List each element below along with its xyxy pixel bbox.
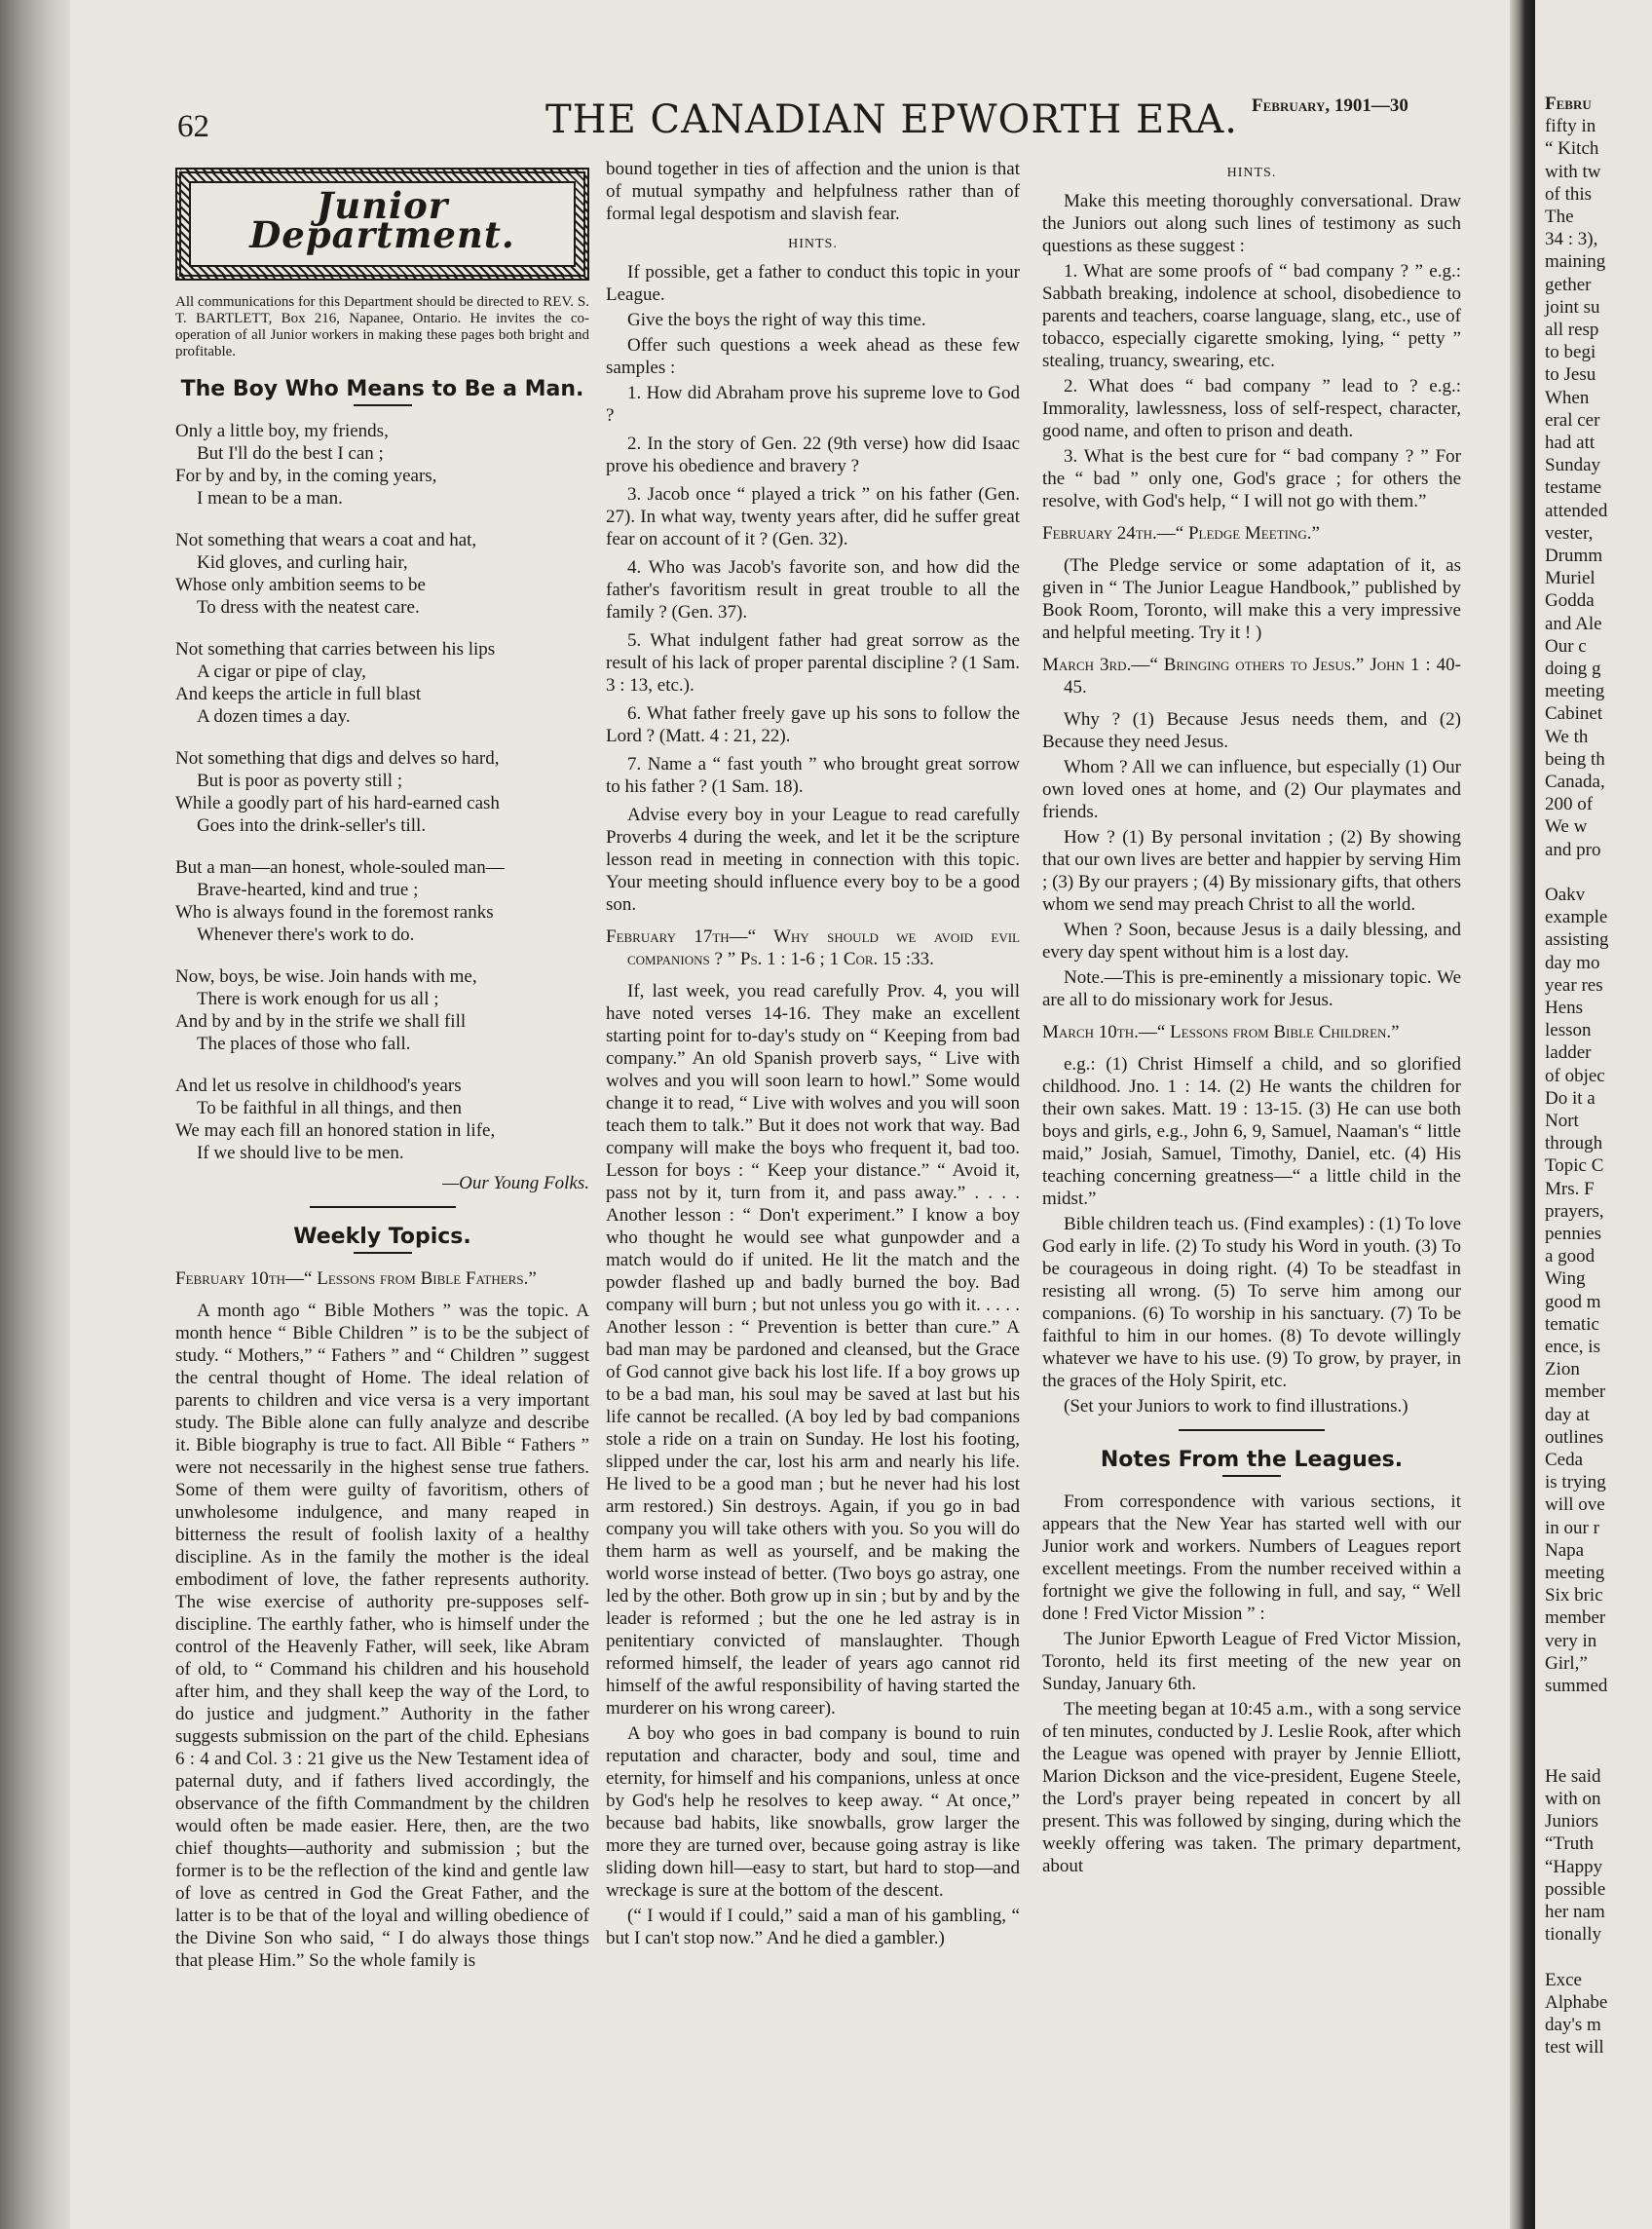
question-list <box>606 382 1020 798</box>
feb17-paragraph-2: A boy who goes in bad company is bound to ruin reputation and character, body and soul, time and eternity, for himself and his companions, unless at once by God's help he resolves to keep away. “ At once,” because bad habits, like snowballs, grow larger the more they are turned over, because going astray is like sliding down hill—easy to start, but hard to stop—and wreckage is sure at the bottom of the descent. <box>606 1723 1020 1901</box>
adjacent-page-text: He said <box>1545 1765 1601 1787</box>
adjacent-page-text: is trying <box>1545 1472 1606 1493</box>
adjacent-page-text: with on <box>1545 1789 1601 1809</box>
mar10-paragraph-1: e.g.: (1) Christ Himself a child, and so glorified childhood. Jno. 1 : 14. (2) He wants the children for their own sakes. Matt. 19 : 13-15. (3) He can use both boys and girls, e.g., John 6, 9, Samuel, Naaman's “ little maid,” Josiah, Samuel, Timothy, Daniel, etc. (4) His teaching concerning greatness—“ a little child in the midst.” <box>1042 1054 1461 1209</box>
adjacent-page-text: day at <box>1545 1404 1590 1425</box>
adjacent-page-text: Muriel <box>1545 568 1596 589</box>
adjacent-page-text: her nam <box>1545 1902 1605 1922</box>
adjacent-page-text: fifty in <box>1545 116 1596 137</box>
poem-attribution: —Our Young Folks. <box>442 1173 589 1193</box>
poem-stanza <box>175 747 589 837</box>
column-3 <box>1042 154 1461 1880</box>
poem-line: Not something that carries between his lips <box>175 639 496 660</box>
mar3-paragraph-1: Why ? (1) Because Jesus needs them, and (2) Because they need Jesus. <box>1042 709 1461 752</box>
feb24-paragraph: (The Pledge service or some adaptation of it, as given in “ The Junior League Handbook,” published by Book Room, Toronto, will make this a very impressive and helpful meeting. Try it ! ) <box>1042 555 1461 643</box>
adjacent-page-text: Juniors <box>1545 1811 1598 1832</box>
adjacent-page-text: prayers, <box>1545 1200 1604 1222</box>
poem-stanza <box>175 420 589 510</box>
adjacent-page-text: We w <box>1545 816 1588 838</box>
poem-line: We may each fill an honored station in life, <box>175 1120 496 1141</box>
poem-line: For by and by, in the coming years, <box>175 466 437 486</box>
poem-line: But is poor as poverty still ; <box>197 771 403 791</box>
poem-stanza <box>175 965 589 1055</box>
feb17-hint-4: 3. What is the best cure for “ bad company ? ” For the “ bad ” only one, God's grace ; for others the resolve, with God's help, “ I will not go with them.” <box>1042 446 1461 511</box>
feb17-hint-2: 1. What are some proofs of “ bad company ? ” e.g.: Sabbath breaking, indolence at school, disobedience to parents and teachers, coarse language, slang, etc., use of tobacco, especially cigarette smoking, lying, “ petty ” stealing, truancy, swearing, etc. <box>1042 261 1461 371</box>
divider <box>1179 1429 1325 1431</box>
poem-line: If we should live to be men. <box>197 1143 404 1163</box>
adjacent-page-text: eral cer <box>1545 409 1600 431</box>
adjacent-page-text: The <box>1545 207 1574 227</box>
notes-paragraph-2: The Junior Epworth League of Fred Victor Mission, Toronto, held its first meeting of the new year on Sunday, January 6th. <box>1042 1629 1461 1694</box>
adjacent-page-text: in our r <box>1545 1517 1599 1538</box>
adjacent-page-text: possible <box>1545 1878 1606 1900</box>
poem-line: Brave-hearted, kind and true ; <box>197 880 419 900</box>
feb17-paragraph-1: If, last week, you read carefully Prov. 4, you will have noted verses 14-16. They make an excellent starting point for to-day's study on “ Keeping from bad company.” An old Spanish proverb says, “ Live with wolves and you will soon learn to howl.” Some would change it to read, “ Live with wolves and you will soon teach them to talk.” But it does not work that way. Bad company will make the boys who frequent it, bad too. Lesson for boys : “ Keep your distance.” “ Avoid it, pass not by it, turn from it, and pass away.” . . . . Another lesson : “ Don't experiment.” I know a boy who thought he would see what gunpowder and a match would do if united. He lit the match and the powder flashed up and badly burned the boy. Bad company will burn ; but not unless you go with it. . . . . Another lesson : “ Prevention is better than cure.” A bad man may be pardoned and cleansed, but the Grace of God cannot give back his lost life. If a boy grows up to be a bad man, his soul may be saved at last but his life cannot be recalled. (A boy led by bad companions stole a ride on a train on Sunday. He lost his footing, slipped under the car, lost his arm and nearly his life. He lived to be a good man ; but he never had his lost arm restored.) Sin destroys. Again, if you go in bad company you will take others with you. So you will do them harm as well as yourself, and be making the world worse instead of better. (Two boys go astray, one led by the other. Both grow up in sin ; but by and by the leader is reformed ; but the one he led astray is in penitentiary convicted of manslaughter. Though reformed himself, the leader of years ago cannot rid himself of the awful responsibility of having started the murderer on his wrong career). <box>606 981 1020 1719</box>
topic-mar3: March 3rd.—“ Bringing others to Jesus.” John 1 : 40-45. <box>1042 655 1461 698</box>
adjacent-page-text: to Jesu <box>1545 364 1596 386</box>
adjacent-page-text: maining <box>1545 251 1606 273</box>
adjacent-page-text: ladder <box>1545 1042 1592 1064</box>
divider <box>354 1252 412 1254</box>
mar3-paragraph-2: Whom ? All we can influence, but especially (1) Our own loved ones at home, and (2) Our playmates and friends. <box>1042 757 1461 822</box>
poem-stanza <box>175 1075 589 1164</box>
adjacent-page-text: Wing <box>1545 1268 1586 1290</box>
question-item: 3. Jacob once “ played a trick ” on his father (Gen. 27). In what way, twenty years after, did he suffer great fear on account of it ? (Gen. 32). <box>606 484 1020 549</box>
adjacent-page-text: testame <box>1545 477 1602 499</box>
adjacent-page-text: lesson <box>1545 1020 1592 1041</box>
adjacent-page-text: year res <box>1545 974 1603 996</box>
adjacent-page-text: Do it a <box>1545 1087 1596 1109</box>
adjacent-page-text: and pro <box>1545 839 1601 860</box>
adjacent-page-text: Canada, <box>1545 772 1605 792</box>
poem-line: But I'll do the best I can ; <box>197 443 384 464</box>
poem-line: I mean to be a man. <box>197 488 343 509</box>
poem-line: To dress with the neatest care. <box>197 597 420 618</box>
adjacent-page-text: meeting <box>1545 1563 1605 1583</box>
topic-feb17: February 17th—“ Why should we avoid evil companions ? ” Ps. 1 : 1-6 ; 1 Cor. 15 :33. <box>606 926 1020 969</box>
adjacent-page-text: a good <box>1545 1246 1596 1267</box>
divider <box>354 404 412 406</box>
intro-note: All communications for this Department should be directed to REV. S. T. BARTLETT, Box 216, Napanee, Ontario. He invites the co-operation of all Junior workers in making these pages both bright and profitable. <box>175 294 589 359</box>
adjacent-page-text: and Ale <box>1545 613 1602 634</box>
book-binding <box>0 0 70 2229</box>
adjacent-page-text: being th <box>1545 748 1605 770</box>
adjacent-page-text: member <box>1545 1607 1606 1629</box>
adjacent-page-text: Cabinet <box>1545 703 1603 725</box>
adjacent-page-text: very in <box>1545 1630 1597 1651</box>
adjacent-page-text: Drumm <box>1545 546 1603 566</box>
feb10-continuation: bound together in ties of affection and the union is that of mutual sympathy and helpfulness rather than of formal legal despotism and slavish fear. <box>606 159 1020 224</box>
adjacent-page-text: Sunday <box>1545 455 1600 476</box>
adjacent-page-text: “Happy <box>1545 1856 1603 1877</box>
adjacent-page-text: gether <box>1545 274 1592 295</box>
adjacent-page-text: day mo <box>1545 952 1600 973</box>
adjacent-page-text: joint su <box>1545 296 1600 318</box>
poem-stanza <box>175 529 589 619</box>
question-item: 7. Name a “ fast youth ” who brought great sorrow to his father ? (1 Sam. 18). <box>606 754 1020 797</box>
banner-title: Junior Department. <box>249 184 515 256</box>
adjacent-page-text: Topic C <box>1545 1155 1604 1177</box>
feb17-hint-1: Make this meeting thoroughly conversational. Draw the Juniors out along such lines of testimony as such questions as these suggest : <box>1042 191 1461 256</box>
question-item: 5. What indulgent father had great sorrow as the result of his lack of proper parental discipline ? (1 Sam. 3 : 13, etc.). <box>606 630 1020 696</box>
junior-department-banner <box>175 168 589 281</box>
poem-line: Whose only ambition seems to be <box>175 575 426 595</box>
poem-line: To be faithful in all things, and then <box>197 1098 463 1118</box>
hints-label: HINTS. <box>1226 166 1277 180</box>
adjacent-page-text: Mrs. F <box>1545 1178 1595 1199</box>
adjacent-page-edge <box>1535 0 1652 2229</box>
poem-title: The Boy Who Means to Be a Man. <box>180 377 584 401</box>
notes-heading: Notes From the Leagues. <box>1100 1448 1404 1472</box>
poem-line: Who is always found in the foremost ranks <box>175 902 494 923</box>
hints-label: HINTS. <box>788 237 838 251</box>
adjacent-page-text: example <box>1545 907 1608 928</box>
page-number: 62 <box>177 109 209 144</box>
question-item: 1. How did Abraham prove his supreme love to God ? <box>606 383 1020 426</box>
adjacent-page-text: Godda <box>1545 590 1595 612</box>
adjacent-page-text: Our c <box>1545 635 1587 657</box>
adjacent-page-text: attended <box>1545 500 1608 521</box>
poem-line: While a goodly part of his hard-earned cash <box>175 793 500 813</box>
adjacent-page-text: good m <box>1545 1291 1601 1312</box>
poem-line: Goes into the drink-seller's till. <box>197 815 427 836</box>
hint-1: If possible, get a father to conduct this topic in your League. <box>606 262 1020 305</box>
adjacent-page-text: When <box>1545 387 1590 408</box>
poem-line: Only a little boy, my friends, <box>175 421 389 441</box>
question-item: 2. In the story of Gen. 22 (9th verse) how did Isaac prove his obedience and bravery ? <box>606 434 1020 476</box>
feb17-hint-3: 2. What does “ bad company ” lead to ? e.g.: Immorality, lawlessness, loss of self-respect, character, good name, and often to prison and death. <box>1042 376 1461 441</box>
topic-feb24: February 24th.—“ Pledge Meeting.” <box>1042 523 1320 544</box>
weekly-topics-heading: Weekly Topics. <box>293 1225 471 1249</box>
adjacent-page-text: Nort <box>1545 1111 1579 1131</box>
adjacent-page-text: Girl,” <box>1545 1652 1588 1674</box>
adjacent-page-text: Hens <box>1545 998 1584 1018</box>
poem-line: Whenever there's work to do. <box>197 925 415 945</box>
adjacent-page-text: of this <box>1545 183 1593 205</box>
adjacent-page-text: will ove <box>1545 1494 1605 1516</box>
poem-line: And keeps the article in full blast <box>175 684 422 704</box>
adjacent-page-text: doing g <box>1545 659 1601 679</box>
adjacent-page-text: outlines <box>1545 1426 1604 1448</box>
poem-stanza <box>175 638 589 728</box>
question-item: 4. Who was Jacob's favorite son, and how did the father's favoritism result in great trouble to all the family ? (Gen. 37). <box>606 557 1020 623</box>
poem-stanza <box>175 856 589 946</box>
adjacent-page-text: Exce <box>1545 1969 1582 1990</box>
poem-line: Now, boys, be wise. Join hands with me, <box>175 966 477 987</box>
adjacent-page-text: with tw <box>1545 161 1601 182</box>
adjacent-page-text: member <box>1545 1381 1606 1403</box>
poem <box>175 420 589 1164</box>
topic-feb10: February 10th—“ Lessons from Bible Fathers.” <box>175 1268 537 1289</box>
poem-line: A dozen times a day. <box>197 706 351 727</box>
divider <box>1222 1475 1281 1477</box>
adjacent-page-text: We th <box>1545 726 1589 747</box>
adjacent-page-text: ence, is <box>1545 1337 1600 1357</box>
poem-line: The places of those who fall. <box>197 1034 411 1054</box>
mar10-paragraph-3: (Set your Juniors to work to find illustrations.) <box>1064 1396 1408 1417</box>
adjacent-page-text: of objec <box>1545 1065 1605 1086</box>
poem-line: But a man—an honest, whole-souled man— <box>175 857 505 878</box>
adjacent-page-text: Six bric <box>1545 1585 1603 1606</box>
mar3-paragraph-5: Note.—This is pre-eminently a missionary topic. We are all to do missionary work for Jesus. <box>1042 967 1461 1010</box>
adjacent-page-text: summed <box>1545 1676 1608 1696</box>
adjacent-page-text: all resp <box>1545 320 1599 340</box>
mar10-paragraph-2: Bible children teach us. (Find examples) : (1) To love God early in life. (2) To study his Word in youth. (3) To be courageous in doing right. (4) To be steadfast in resisting all wrong. (5) To serve him among our companions. (6) To worship in his sanctuary. (7) To be faithful to him in our homes. (8) To devote willingly whatever we have to his use. (9) To grow, by prayer, in the graces of the Holy Spirit, etc. <box>1042 1214 1461 1391</box>
adjacent-page-text: 34 : 3), <box>1545 229 1598 250</box>
adjacent-page-text: through <box>1545 1133 1603 1154</box>
adjacent-page-text: meeting <box>1545 681 1605 702</box>
adjacent-page-text: day's m <box>1545 2015 1601 2035</box>
feb10-closing: Advise every boy in your League to read carefully Proverbs 4 during the week, and let it be the scripture lesson read in meeting in connection with this topic. Your meeting should influence every boy to be a good son. <box>606 805 1020 915</box>
journal-title: THE CANADIAN EPWORTH ERA. <box>545 97 1238 142</box>
adjacent-page-text: Zion <box>1545 1359 1580 1380</box>
poem-line: Kid gloves, and curling hair, <box>197 552 408 573</box>
adjacent-page-text: had att <box>1545 433 1596 453</box>
poem-line: And by and by in the strife we shall fill <box>175 1011 467 1032</box>
poem-line: Not something that digs and delves so hard, <box>175 748 500 769</box>
adjacent-page-text: test will <box>1545 2037 1604 2059</box>
adjacent-page-text: tionally <box>1545 1924 1602 1946</box>
notes-paragraph-3: The meeting began at 10:45 a.m., with a song service of ten minutes, conducted by J. Leslie Rook, after which the League was opened with prayer by Jennie Elliott, Marion Dickson and the vice-president, Eugene Steele, the Lord's prayer being repeated in concert by all present. This was followed by singing, during which the weekly offering was taken. The primary department, about <box>1042 1699 1461 1876</box>
topic-mar10: March 10th.—“ Lessons from Bible Children.” <box>1042 1022 1400 1042</box>
adjacent-page-text: tematic <box>1545 1313 1599 1335</box>
adjacent-page-text: Oakv <box>1545 885 1586 905</box>
adjacent-page-text: Napa <box>1545 1539 1585 1561</box>
adjacent-page-text: vester, <box>1545 522 1594 544</box>
question-item: 6. What father freely gave up his sons to follow the Lord ? (Matt. 4 : 21, 22). <box>606 703 1020 746</box>
feb10-paragraph: A month ago “ Bible Mothers ” was the topic. A month hence “ Bible Children ” is to be the subject of study. “ Mothers,” “ Fathers ” and “ Children ” suggest the central thought of Home. The ideal relation of parents to children and vice versa is a very important study. The Bible alone can fully analyze and describe it. Bible biography is true to fact. All Bible “ Fathers ” were not necessarily in the highest sense true fathers. Some of them were guilty of favoritism, others of unwholesome indulgence, and many reaped in bitterness the result of foolish laxity of a healthy discipline. As in the family the mother is the ideal embodiment of love, the father represents authority. The wise exercise of authority pre-supposes self-discipline. The earthly father, who is himself under the control of the Heavenly Father, will seek, like Abram of old, to “ Command his children and his household after him, and they shall keep the way of the Lord, to do justice and judgment.” Authority in the father suggests submission on the part of the child. Ephesians 6 : 4 and Col. 3 : 21 give us the New Testament idea of paternal duty, and if fathers lived accordingly, the observance of the fifth Commandment by the children would often be made easier. Here, then, are the two chief thoughts—authority and submission ; but the former is to be the reflection of the kind and gentle law of love as centred in God the Great Father, and the latter is to be that of the loyal and willing obedience of the Divine Son who said, “ I do always those things that please Him.” So the whole family is <box>175 1301 589 1971</box>
divider <box>310 1206 456 1208</box>
poem-line: And let us resolve in childhood's years <box>175 1076 462 1096</box>
issue-date: February, 1901—30 <box>1252 95 1408 116</box>
notes-paragraph-1: From correspondence with various sections, it appears that the New Year has started well with our Junior work and workers. Numbers of Leagues report excellent meetings. From the number received within a fortnight we give the following in full, and say, “ Well done ! Fred Victor Mission ” : <box>1042 1492 1461 1624</box>
mar3-paragraph-4: When ? Soon, because Jesus is a daily blessing, and every day spent without him is a lost day. <box>1042 920 1461 963</box>
adjacent-page-text: Ceda <box>1545 1450 1584 1470</box>
hint-2: Give the boys the right of way this time. <box>627 310 926 330</box>
adjacent-page-text: assisting <box>1545 929 1609 951</box>
column-1 <box>175 168 589 1975</box>
adjacent-page-text: “ Kitch <box>1545 138 1599 160</box>
adjacent-page-text: “Truth <box>1545 1833 1594 1855</box>
poem-line: Not something that wears a coat and hat, <box>175 530 477 550</box>
adjacent-page-text: pennies <box>1545 1224 1602 1244</box>
adjacent-page-text: to begi <box>1545 342 1596 363</box>
poem-line: There is work enough for us all ; <box>197 989 439 1009</box>
hint-3: Offer such questions a week ahead as these few samples : <box>606 335 1020 378</box>
column-2 <box>606 158 1020 1952</box>
poem-line: A cigar or pipe of clay, <box>197 661 366 682</box>
adjacent-page-text: Febru <box>1545 94 1592 114</box>
mar3-paragraph-3: How ? (1) By personal invitation ; (2) By showing that our own lives are better and happier by serving Him ; (3) By our prayers ; (4) By missionary gifts, that others whom we send may preach Christ to all the world. <box>1042 827 1461 915</box>
adjacent-page-text: 200 of <box>1545 794 1594 815</box>
feb17-paragraph-3: (“ I would if I could,” said a man of his gambling, “ but I can't stop now.” And he died a gambler.) <box>606 1906 1020 1948</box>
adjacent-page-text: Alphabe <box>1545 1991 1608 2013</box>
page-gutter <box>1510 0 1535 2229</box>
